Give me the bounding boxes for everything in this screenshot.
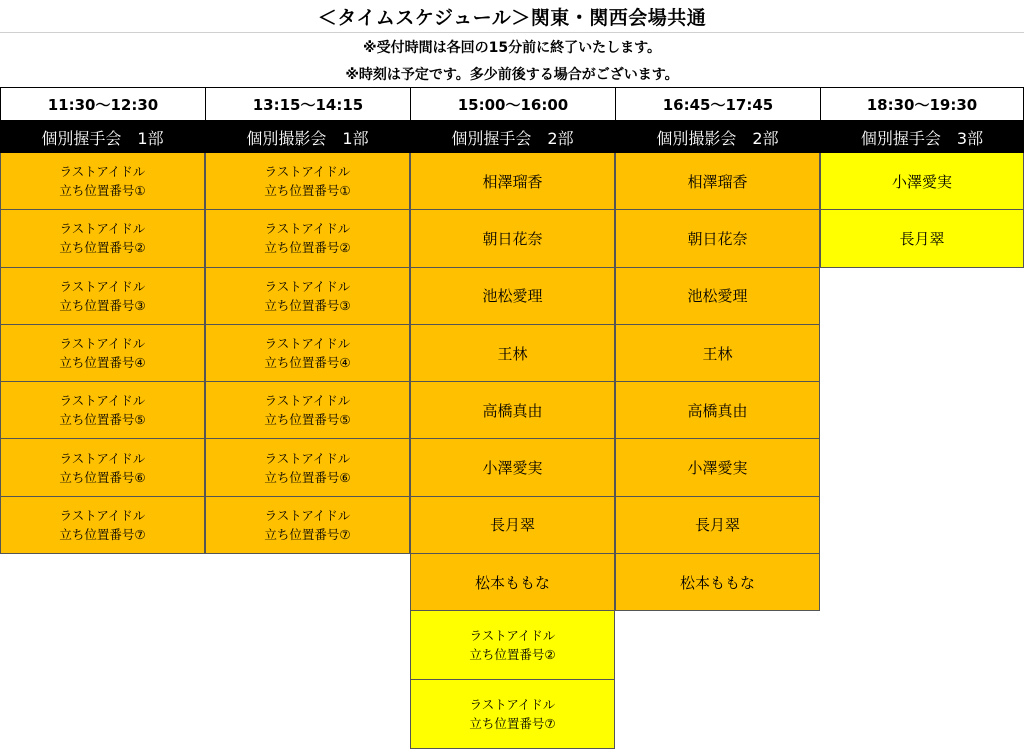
- schedule-cell: [205, 497, 410, 554]
- group-label: ラストアイドル: [59, 221, 146, 237]
- position-label: 立ち位置番号⑥: [264, 469, 351, 485]
- schedule-cell: [205, 268, 410, 325]
- schedule-cell: [615, 497, 820, 554]
- position-label: 立ち位置番号②: [264, 240, 351, 256]
- position-label: 立ち位置番号⑦: [264, 526, 351, 542]
- schedule-cell: [205, 382, 410, 439]
- member-name: 小澤愛実: [687, 459, 748, 478]
- schedule-column-5: [820, 87, 1024, 268]
- position-label: 立ち位置番号③: [59, 297, 146, 313]
- time-slot-header: 18:30～19:30: [820, 87, 1024, 121]
- notice-time-change: ※時刻は予定です。多少前後する場合がございます。: [345, 66, 679, 83]
- schedule-cell: [615, 554, 820, 611]
- schedule-column-3: [410, 87, 615, 749]
- time-slot-header: 13:15～14:15: [205, 87, 410, 121]
- group-label: ラストアイドル: [59, 393, 146, 409]
- member-name: 相澤瑠香: [482, 172, 543, 191]
- group-label: ラストアイドル: [59, 450, 146, 466]
- time-slot-header: 11:30～12:30: [0, 87, 205, 121]
- member-name: 小澤愛実: [482, 459, 543, 478]
- schedule-cell: [615, 268, 820, 325]
- group-label: ラストアイドル: [59, 507, 146, 523]
- schedule-cell: [820, 153, 1024, 210]
- member-name: 王林: [702, 344, 733, 363]
- schedule-cell: [0, 210, 205, 267]
- group-label: ラストアイドル: [59, 164, 146, 180]
- member-name: 高橋真由: [482, 401, 543, 420]
- notice-reception: ※受付時間は各回の15分前に終了いたします。: [363, 39, 661, 56]
- group-label: ラストアイドル: [469, 697, 556, 713]
- schedule-cell: [0, 268, 205, 325]
- member-name: 長月翠: [489, 516, 535, 535]
- schedule-cell: [410, 382, 615, 439]
- member-name: 松本ももな: [679, 573, 755, 592]
- member-name: 池松愛理: [482, 287, 543, 306]
- position-label: 立ち位置番号⑦: [469, 716, 556, 732]
- schedule-column-4: [615, 87, 820, 611]
- page-title: ＜タイムスケジュール＞関東・関西会場共通: [0, 0, 1024, 33]
- schedule-cell: [410, 210, 615, 267]
- position-label: 立ち位置番号①: [59, 183, 146, 199]
- position-label: 立ち位置番号①: [264, 183, 351, 199]
- group-label: ラストアイドル: [264, 450, 351, 466]
- session-header: 個別握手会 2部: [410, 121, 615, 153]
- member-name: 松本ももな: [474, 573, 550, 592]
- group-label: ラストアイドル: [264, 221, 351, 237]
- schedule-cell: [615, 382, 820, 439]
- session-header: 個別撮影会 1部: [205, 121, 410, 153]
- session-header: 個別撮影会 2部: [615, 121, 820, 153]
- schedule-cell: [0, 382, 205, 439]
- group-label: ラストアイドル: [59, 278, 146, 294]
- group-label: ラストアイドル: [264, 278, 351, 294]
- schedule-cell: [0, 325, 205, 382]
- position-label: 立ち位置番号⑤: [59, 412, 146, 428]
- schedule-cell: [410, 497, 615, 554]
- position-label: 立ち位置番号②: [469, 647, 556, 663]
- group-label: ラストアイドル: [264, 336, 351, 352]
- position-label: 立ち位置番号④: [264, 355, 351, 371]
- time-slot-header: 16:45～17:45: [615, 87, 820, 121]
- schedule-cell: [615, 153, 820, 210]
- schedule-cell: [410, 554, 615, 611]
- schedule-cell: [615, 210, 820, 267]
- schedule-cell: [0, 153, 205, 210]
- group-label: ラストアイドル: [264, 507, 351, 523]
- schedule-cell: [410, 325, 615, 382]
- member-name: 相澤瑠香: [687, 172, 748, 191]
- position-label: 立ち位置番号⑦: [59, 526, 146, 542]
- schedule-cell: [205, 210, 410, 267]
- session-header: 個別握手会 1部: [0, 121, 205, 153]
- group-label: ラストアイドル: [469, 628, 556, 644]
- schedule-cell: [0, 439, 205, 496]
- schedule-cell: [410, 268, 615, 325]
- member-name: 長月翠: [694, 516, 740, 535]
- schedule-column-1: [0, 87, 205, 554]
- group-label: ラストアイドル: [264, 164, 351, 180]
- position-label: 立ち位置番号⑤: [264, 412, 351, 428]
- schedule-cell: [205, 325, 410, 382]
- schedule-cell: [410, 153, 615, 210]
- position-label: 立ち位置番号⑥: [59, 469, 146, 485]
- member-name: 小澤愛実: [891, 172, 952, 191]
- schedule-table: [0, 87, 1024, 752]
- member-name: 高橋真由: [687, 401, 748, 420]
- time-slot-header: 15:00～16:00: [410, 87, 615, 121]
- position-label: 立ち位置番号④: [59, 355, 146, 371]
- schedule-cell: [205, 439, 410, 496]
- schedule-cell: [410, 439, 615, 496]
- schedule-cell: [410, 611, 615, 680]
- member-name: 朝日花奈: [482, 229, 543, 248]
- schedule-cell: [0, 497, 205, 554]
- schedule-cell: [615, 439, 820, 496]
- group-label: ラストアイドル: [59, 336, 146, 352]
- schedule-cell: [820, 210, 1024, 267]
- member-name: 池松愛理: [687, 287, 748, 306]
- schedule-cell: [615, 325, 820, 382]
- member-name: 王林: [497, 344, 528, 363]
- position-label: 立ち位置番号②: [59, 240, 146, 256]
- position-label: 立ち位置番号③: [264, 297, 351, 313]
- schedule-cell: [410, 680, 615, 749]
- session-header: 個別握手会 3部: [820, 121, 1024, 153]
- member-name: 朝日花奈: [687, 229, 748, 248]
- member-name: 長月翠: [899, 229, 945, 248]
- schedule-cell: [205, 153, 410, 210]
- group-label: ラストアイドル: [264, 393, 351, 409]
- schedule-column-2: [205, 87, 410, 554]
